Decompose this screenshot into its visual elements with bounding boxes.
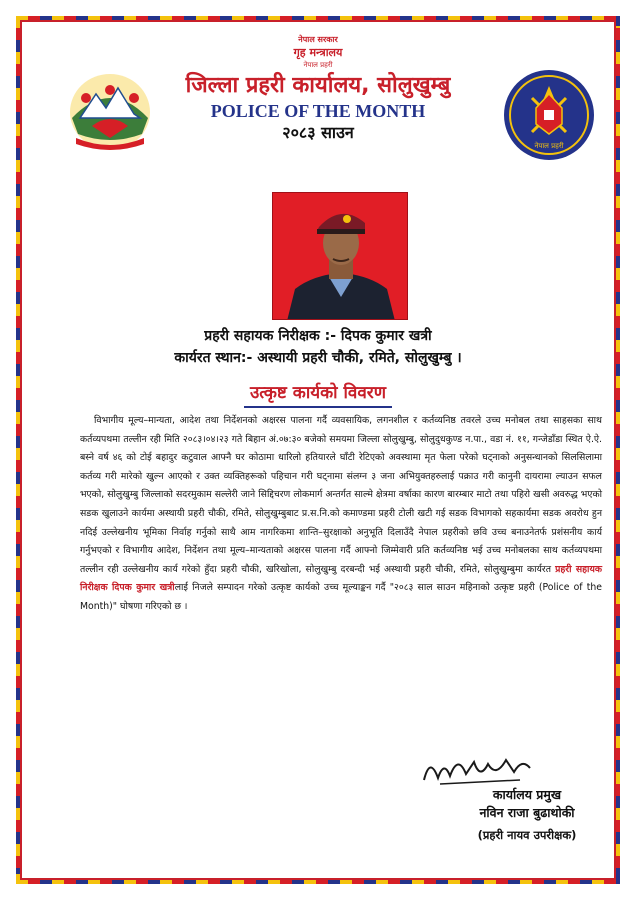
government-label: नेपाल सरकार	[298, 35, 338, 44]
officer-portrait-icon	[273, 193, 408, 320]
police-label: नेपाल प्रहरी	[303, 61, 333, 69]
signature-icon	[410, 750, 550, 790]
officer-posting-line: कार्यरत स्थान:- अस्थायी प्रहरी चौकी, रमिते, सोलुखुम्बु ।	[174, 350, 462, 366]
officer-name-line: प्रहरी सहायक निरीक्षक :- दिपक कुमार खत्री	[204, 328, 432, 344]
citation-highlight-name: प्रहरी सहायक निरीक्षक दिपक कुमार खत्री	[80, 563, 602, 594]
award-title: POLICE OF THE MONTH	[210, 101, 426, 121]
signatory-name: नविन राजा बुढाथोकी	[479, 805, 575, 820]
signatory-title: कार्यालय प्रमुख	[492, 787, 562, 802]
badge-text: नेपाल प्रहरी	[534, 142, 564, 150]
nepal-police-badge-icon	[502, 68, 596, 162]
officer-photo	[272, 192, 408, 320]
citation-text-part2: लाई निजले सम्पादन गरेको उत्कृष्ट कार्यको उच्च मूल्याङ्कन गर्दै "२०८३ साल साउन महिनाको उत्कृष्ट प्रहरी (Police of the Month)" घोषणा गरिएको छ ।	[80, 582, 602, 612]
section-heading	[22, 382, 614, 408]
citation-text-part1: विभागीय मूल्य–मान्यता, आदेश तथा निर्देशनको अक्षरस पालना गर्दै व्यवसायिक, लगनशील र कर्तव्यनिष्ठ तवरले उच्च मनोबल तथा साहसका साथ कर्तव्यपथमा तल्लीन रही मिति २०८३।०४।२३ गते बिहान अं.०७:३० बजेको समयमा जिल्ला सोलुखुम्बु, सोलुदुधकुण्ड न.पा., वडा नं. ११, गन्जेडाँडा स्थित ऐ.ऐ. बस्ने वर्ष ४६ को टोई बहादुर कटुवाल आफ्नै घर कोठामा धारिलो हतियारले घाँटी रेटिएको अवस्थामा मृत फेला परेको घट्नाको अनुसन्धानको सिलसिलामा कर्तव्य गरी मारेको खुल्न आएको र उक्त व्यक्तिहरूको पहिचान गरी घट्नामा संलग्न ३ जना अभियुक्तहरुलाई पक्राउ गरी कानुनी दायरामा ल्याउन सफल भएको, सोलुखुम्बु जिल्लाको सदरमुकाम सल्लेरी जाने सिद्दिचरण लोकमार्ग अन्तर्गत साल्मे क्षेत्रमा वर्षाका कारण बारम्बार माटो तथा पहिरो खसी अवरुद्ध भएको सडक खुलाउने कार्यमा अस्थायी प्रहरी चौकी, रमिते, सोलुखुम्बुबाट प्र.स.नि.को कमाण्डमा प्रहरी टोली खटी गई सडक विभागको सहकार्यमा सडक अवरोध हुन नदिई उल्लेखनीय भूमिका निर्वाह गर्नुको साथै आम नागरिकमा शान्ति–सुरक्षाको अनुभूति दिलाउँदै नेपाल प्रहरीको छवि उच्च बनाउनेतर्फ प्रशंसनीय कार्य गर्नुभएको र विभागीय आदेश, निर्देशन तथा मूल्य–मान्यताको अक्षरस पालना गर्दै आफ्नो जिम्मेवारी प्रति कर्तव्यनिष्ठ भई उच्च मनोबलका साथ कर्तव्यपथमा तल्लीन रही उल्लेखनीय कार्य गरेको हुँदा प्रहरी चौकी, खरिखोला, सोलुखुम्बु दरबन्दी भई अस्थायी प्रहरी चौकी, रमिते, सोलुखुम्बुमा कार्यरत	[80, 415, 602, 575]
citation-paragraph	[80, 412, 602, 617]
nepal-emblem-icon	[62, 68, 158, 154]
ministry-label: गृह मन्त्रालय	[293, 46, 343, 59]
award-month: २०८३ साउन	[282, 123, 354, 142]
certificate-body	[20, 20, 616, 880]
office-title: जिल्ला प्रहरी कार्यालय, सोलुखुम्बु	[185, 73, 451, 98]
signatory-rank: (प्रहरी नायव उपरीक्षक)	[477, 828, 577, 842]
section-title: उत्कृष्ट कार्यको विवरण	[244, 382, 392, 408]
